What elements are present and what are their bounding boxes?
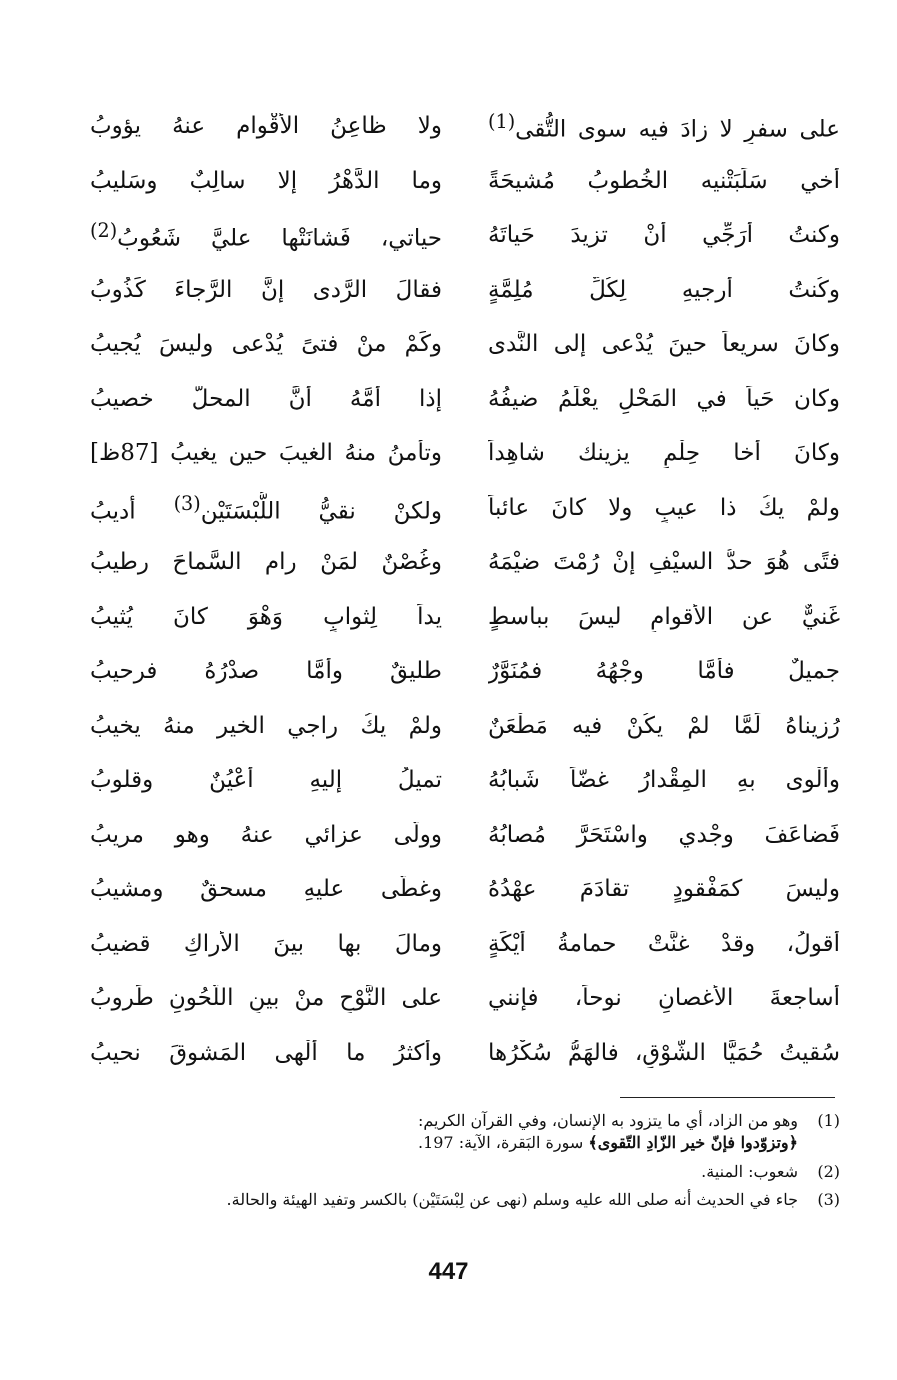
verse-12 (90, 700, 840, 755)
verse-right-hemistich: وكُنتُ أرجيهِ لِكُلِّ مُلِمَّةٍ (488, 276, 840, 303)
footnote-text: شعوب: المنية. (701, 1161, 798, 1181)
verse-left-hemistich: وغُصْنٌ لمَنْ رام السَّماحَ رطيبُ (90, 549, 442, 576)
verse-right-hemistich: أساجعةَ الأغصانِ نوحاً، فإنني (488, 985, 840, 1012)
verse-left-hemistich: وكَمْ منْ فتىً يُدْعى وليسَ يُجيبُ (90, 331, 442, 358)
verse-left-hemistich: ولمْ يكُ راجي الخير منهُ يخيبُ (90, 712, 442, 739)
verse-7 (90, 427, 840, 482)
verse-left-hemistich: فقالَ الرَّدى إنَّ الرَّجاءَ كَذُوبُ (90, 276, 442, 303)
verse-left-hemistich: ولكنْ نقيُّ اللُّبْسَتَيْنِ$^{(3)}$ أديبُ (90, 491, 442, 525)
verse-right-hemistich: جميلٌ فأمَّا وجْهُهُ فمُنَوَّرٌ (488, 658, 840, 685)
verse-11 (90, 645, 840, 700)
footnote-3 (100, 1189, 840, 1211)
verse-9 (90, 536, 840, 591)
footnote-number: (3) (817, 1190, 840, 1210)
verse-2 (90, 155, 840, 210)
verse-left-hemistich: وغطَّى عليهِ مسحقٌ ومشيبُ (90, 876, 442, 903)
verse-left-hemistich: يداً لِثوابٍ وَهْوَ كانَ يُثيبُ (90, 603, 442, 630)
verse-14 (90, 809, 840, 864)
verse-left-hemistich: تميلُ إليهِ أعْيُنٌ وقلوبُ (90, 767, 442, 794)
verse-left-hemistich: إذا أمَّهُ أنَّ المحلَّ خصيبُ (90, 385, 442, 412)
verse-right-hemistich: على سفرٍ لا زادَ فيه سوى التُّقى$^{(1)}$ (488, 110, 840, 143)
verse-5 (90, 318, 840, 373)
verse-left-hemistich: ولا ظاعِنُ الأقْوام عنهُ يؤوبُ (90, 113, 442, 140)
footnotes (100, 1110, 840, 1218)
verse-right-hemistich: غَنيٌّ عن الأقوامِ ليسَ بباسطٍ (488, 603, 840, 630)
verse-right-hemistich: وكان حَياً في المَحْلِ يعْلَمُ ضيفُهُ (488, 385, 840, 412)
footnote-marker: (1) (488, 110, 516, 134)
footnote-1 (100, 1110, 840, 1155)
verse-right-hemistich: وكانَ أخا حِلْمٍ يزينك شاهِداً (488, 440, 840, 467)
verse-left-hemistich: وما الدَّهْرُ إلا سالِبٌ وسَليبُ (90, 167, 442, 194)
footnote-number: (2) (817, 1161, 840, 1181)
footnote-marker: (2) (90, 219, 118, 243)
verse-right-hemistich: أقولُ، وقدْ غنَّتْ حمامةُ أيْكَةٍ (488, 930, 840, 957)
verse-left-hemistich: حياتي، فَشانَتْها عليَّ شَعُوبُ$^{(2)}$ (90, 219, 442, 252)
verse-3 (90, 209, 840, 264)
verse-right-hemistich: فَضاعَفَ وجْدي واسْتَحَرَّ مُصابُهُ (488, 821, 840, 848)
verse-right-hemistich: رُزيناهُ لَمَّا لمْ يكُنْ فيه مَطْعَنٌ (488, 712, 840, 739)
verse-left-hemistich: وولَّى عزائي عنهُ وهو مريبُ (90, 821, 442, 848)
footnote-text: جاء في الحديث أنه صلى الله عليه وسلم (نهى عن لِبْسَتَيْن) بالكسر وتفيد الهيئة والحالة. (226, 1190, 798, 1210)
footnote-number: (1) (817, 1111, 840, 1130)
footnote-divider (620, 1097, 835, 1098)
poem (90, 100, 840, 1081)
verse-right-hemistich: ولمْ يكُ ذا عيبٍ ولا كانَ عائباً (488, 494, 840, 521)
footnote-text: وهو من الزاد، أي ما يتزود به الإنسان، وفي القرآن الكريم: ﴿وتزوّدوا فإنّ خير الزّادِ التّقوى﴾ سورة البَقرة، الآية: 197. (417, 1111, 798, 1153)
verse-left-hemistich: ومالَ بها بينَ الأراكِ قضيبُ (90, 930, 442, 957)
verse-right-hemistich: فتًى هُوَ حدُّ السيْفِ إنْ رُمْتَ ضيْمَهُ (488, 549, 840, 576)
page-number: 447 (428, 1258, 469, 1285)
verse-6 (90, 373, 840, 428)
verse-18 (90, 1027, 840, 1082)
verse-left-hemistich: على النَّوْحِ منْ بينِ اللُّحُونِ طَروبُ (90, 985, 442, 1012)
verse-left-hemistich: طليقٌ وأمَّا صدْرُهُ فرحيبُ (90, 658, 442, 685)
verse-right-hemistich: وليسَ كمَفْقودٍ تقادَمَ عهْدُهُ (488, 876, 840, 903)
footnote-marker: (3) (173, 491, 201, 515)
quran-quote: ﴿وتزوّدوا فإنّ خير الزّادِ التّقوى﴾ (588, 1133, 798, 1153)
verse-left-hemistich: وأكثرُ ما ألْهى المَشوقَ نحيبُ (90, 1039, 442, 1066)
verse-right-hemistich: وكانَ سريعاً حينَ يُدْعى إلى النَّدى (488, 331, 840, 358)
verse-left-hemistich: وتأمنُ منهُ الغيبَ حين يغيبُ [87ظ] (90, 440, 442, 467)
verse-8 (90, 482, 840, 537)
footnote-2 (100, 1161, 840, 1183)
verse-1 (90, 100, 840, 155)
verse-13 (90, 754, 840, 809)
verse-10 (90, 591, 840, 646)
verse-right-hemistich: وكنتُ أرَجِّي أنْ تزيدَ حَياتَهُ (488, 222, 840, 249)
verse-16 (90, 918, 840, 973)
verse-right-hemistich: سُقيتُ حُمَيَّا الشَّوْقِ، فالهَمُّ سُكْرُها (488, 1039, 840, 1066)
verse-right-hemistich: وألْوى بهِ المِقْدارُ غضّاً شَبابُهُ (488, 767, 840, 794)
verse-17 (90, 972, 840, 1027)
verse-15 (90, 863, 840, 918)
verse-right-hemistich: أخي سَلَبَتْنيه الخُطوبُ مُشيحَةً (488, 167, 840, 194)
verse-4 (90, 264, 840, 319)
